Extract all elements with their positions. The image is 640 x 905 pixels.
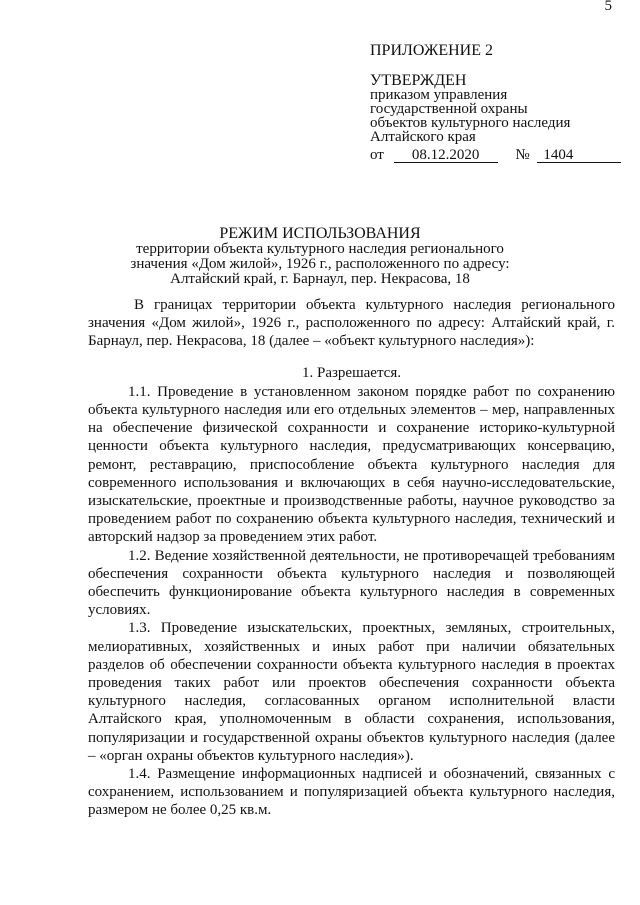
list-item: 1.1. Проведение в установленном законом порядке работ по сохранению объекта культурного наследия или его отдельных элементов – мер, направленных на обеспечение физической сохранности и сохранение историко-культурной ценности объекта культурного наследия, предусматривающих консервацию, ремонт, реставрацию, приспособление объекта культурного наследия для современного использования и включающих в себя научно-исследовательские, изыскательские, проектные и производственные работы, научное руководство за проведением работ по сохранению объекта культурного наследия, технический и авторский надзор за проведением этих работ. bbox=[88, 383, 615, 546]
approval-line: объектов культурного наследия bbox=[370, 115, 571, 131]
regime-heading: РЕЖИМ ИСПОЛЬЗОВАНИЯ bbox=[219, 225, 421, 242]
approval-date-row bbox=[370, 148, 621, 163]
page-number: 5 bbox=[604, 0, 612, 14]
approval-block bbox=[370, 44, 621, 163]
list-item: 1.3. Проведение изыскательских, проектных, земляных, строительных, мелиоративных, хозяйственных и иных работ при наличии обязательных разделов об обеспечении сохранности объекта культурного наследия в проектах проведения таких работ или проектов обеспечения сохранности объекта культурного наследия, согласованных органом исполнительной власти Алтайского края, уполномоченным в области сохранения, использования, популяризации и государственной охраны объектов культурного наследия (далее – «орган охраны объектов культурного наследия»). bbox=[88, 620, 615, 764]
approval-number: 1404 bbox=[537, 148, 621, 163]
approval-line: Алтайского края bbox=[370, 129, 476, 145]
date-prefix: от bbox=[370, 147, 384, 163]
approval-date: 08.12.2020 bbox=[394, 148, 498, 163]
approval-line: государственной охраны bbox=[370, 101, 528, 117]
approved-label: УТВЕРЖДЕН bbox=[370, 72, 467, 89]
number-label: № bbox=[515, 147, 530, 163]
approval-line: приказом управления bbox=[370, 87, 508, 103]
list-item: 1.2. Ведение хозяйственной деятельности, не противоречащей требованиям обеспечения сохранности объекта культурного наследия и позволяющей обеспечить функционирование объекта культурного наследия в современных условиях. bbox=[88, 547, 615, 619]
section-title: 1. Разрешается. bbox=[302, 364, 401, 381]
regime-title-block bbox=[0, 226, 640, 287]
document-body bbox=[88, 296, 615, 820]
regime-subtitle-line: значения «Дом жилой», 1926 г., расположенного по адресу: bbox=[130, 256, 510, 272]
appendix-label: ПРИЛОЖЕНИЕ 2 bbox=[370, 42, 494, 59]
list-item: 1.4. Размещение информационных надписей и обозначений, связанных с сохранением, использованием и популяризацией объекта культурного наследия, размером не более 0,25 кв.м. bbox=[88, 766, 615, 819]
intro-paragraph: В границах территории объекта культурного наследия регионального значения «Дом жилой», 1926 г., расположенного по адресу: Алтайский край, г. Барнаул, пер. Некрасова, 18 (далее – «объект культурного наследия»): bbox=[88, 297, 615, 350]
regime-subtitle-line: территории объекта культурного наследия регионального bbox=[136, 241, 504, 257]
regime-subtitle-line: Алтайский край, г. Барнаул, пер. Некрасова, 18 bbox=[170, 271, 470, 287]
